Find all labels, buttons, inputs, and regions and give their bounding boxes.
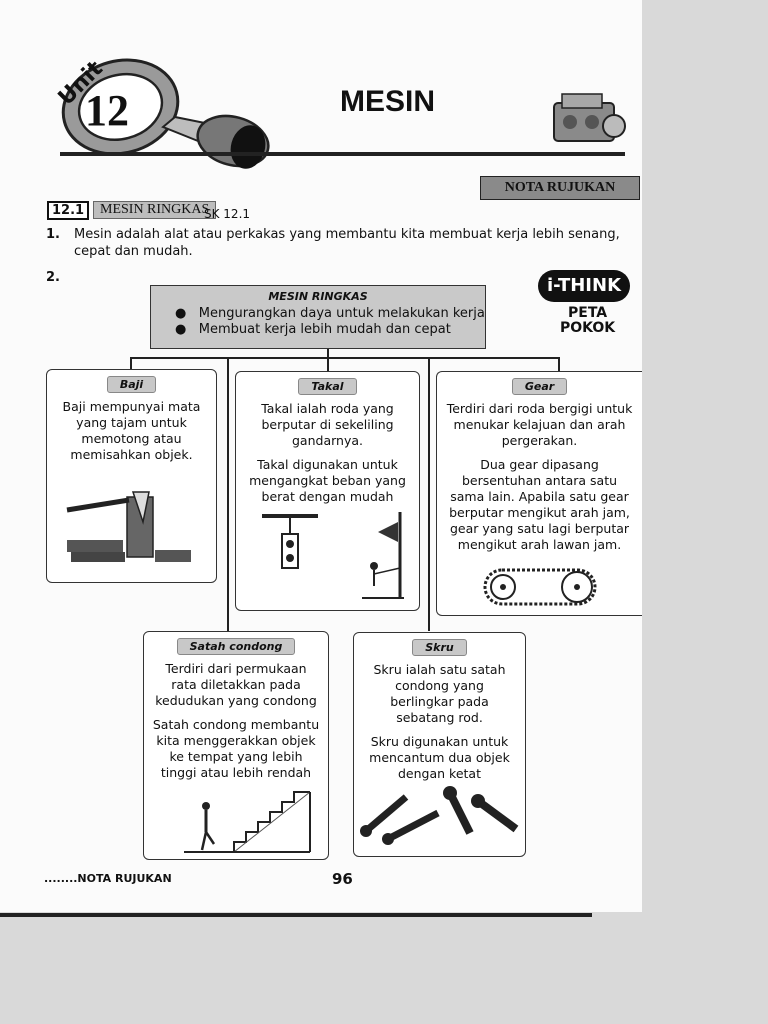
ithink-pokok: POKOK [560, 320, 616, 336]
connector-gear [558, 357, 560, 371]
connector-takal [327, 357, 329, 371]
skru-text-2: Skru digunakan untuk mencantum dua objek dengan ketat [369, 734, 510, 781]
point-1-number: 1. [46, 227, 60, 242]
gear-tag: Gear [512, 378, 567, 395]
engine-image [548, 88, 628, 153]
page-number: 96 [332, 870, 353, 888]
takal-text-1: Takal ialah roda yang berputar di sekeliling gandarnya. [261, 401, 394, 448]
root-title: MESIN RINGKAS [268, 290, 368, 303]
unit-badge [55, 55, 275, 175]
skru-tag: Skru [412, 639, 467, 656]
sk-code: SK 12.1 [204, 207, 251, 221]
satah-condong-text-1: Terdiri dari permukaan rata diletakkan pada kedudukan yang condong [155, 661, 317, 708]
unit-label: Unit [53, 56, 108, 111]
wedge-axe-image [59, 482, 199, 572]
page-title: MESIN [340, 85, 436, 118]
baji-box [46, 369, 217, 583]
pulley-image [244, 504, 414, 604]
connector-right-vertical [428, 357, 430, 631]
gear-chain-image [481, 562, 601, 612]
baji-tag: Baji [107, 376, 156, 393]
gear-text-2: Dua gear dipasang bersentuhan antara satu sama lain. Apabila satu gear berputar mengikut arah jam, gear yang satu lagi berputar mengikut arah lawan jam. [449, 457, 630, 552]
takal-tag: Takal [298, 378, 356, 395]
point-2-number: 2. [46, 270, 60, 285]
connector-baji [130, 357, 132, 369]
unit-number: 12 [85, 86, 129, 135]
point-1-text: Mesin adalah alat atau perkakas yang membantu kita membuat kerja lebih senang, cepat dan mudah. [74, 227, 620, 259]
root-box [150, 285, 486, 349]
stairs-image [184, 786, 314, 856]
header-rule [60, 152, 625, 156]
screws-image [358, 783, 523, 853]
root-bullet-2: ● Membuat kerja lebih mudah dan cepat [175, 322, 451, 337]
root-bullet-1-text: Mengurangkan daya untuk melakukan kerja [198, 306, 485, 321]
connector-left-vertical [227, 357, 229, 631]
baji-text: Baji mempunyai mata yang tajam untuk memotong atau memisahkan objek. [62, 399, 201, 462]
connector-bar [130, 357, 560, 359]
skru-text-1: Skru ialah satu satah condong yang berlingkar pada sebatang rod. [373, 662, 506, 725]
takal-box [235, 371, 420, 611]
root-bullet-2-text: Membuat kerja lebih mudah dan cepat [198, 322, 451, 337]
ithink-peta: PETA [568, 305, 608, 321]
section-title: MESIN RINGKAS [93, 201, 216, 219]
satah-condong-tag: Satah condong [177, 638, 296, 655]
footer-nota-rujukan: ........NOTA RUJUKAN [44, 872, 172, 885]
root-bullet-1: ● Mengurangkan daya untuk melakukan kerja [175, 306, 485, 321]
satah-condong-box [143, 631, 329, 860]
takal-text-2: Takal digunakan untuk mengangkat beban yang berat dengan mudah [249, 457, 406, 504]
nota-rujukan-banner: NOTA RUJUKAN [480, 176, 640, 200]
satah-condong-text-2: Satah condong membantu kita menggerakkan objek ke tempat yang lebih tinggi atau lebih rendah [152, 717, 320, 780]
ithink-logo: i-THINK [538, 270, 630, 302]
gear-text-1: Terdiri dari roda bergigi untuk menukar kelajuan dan arah pergerakan. [446, 401, 633, 448]
bottom-edge-rule [0, 913, 592, 917]
gear-box [436, 371, 642, 616]
skru-box [353, 632, 526, 857]
section-number: 12.1 [47, 201, 89, 220]
